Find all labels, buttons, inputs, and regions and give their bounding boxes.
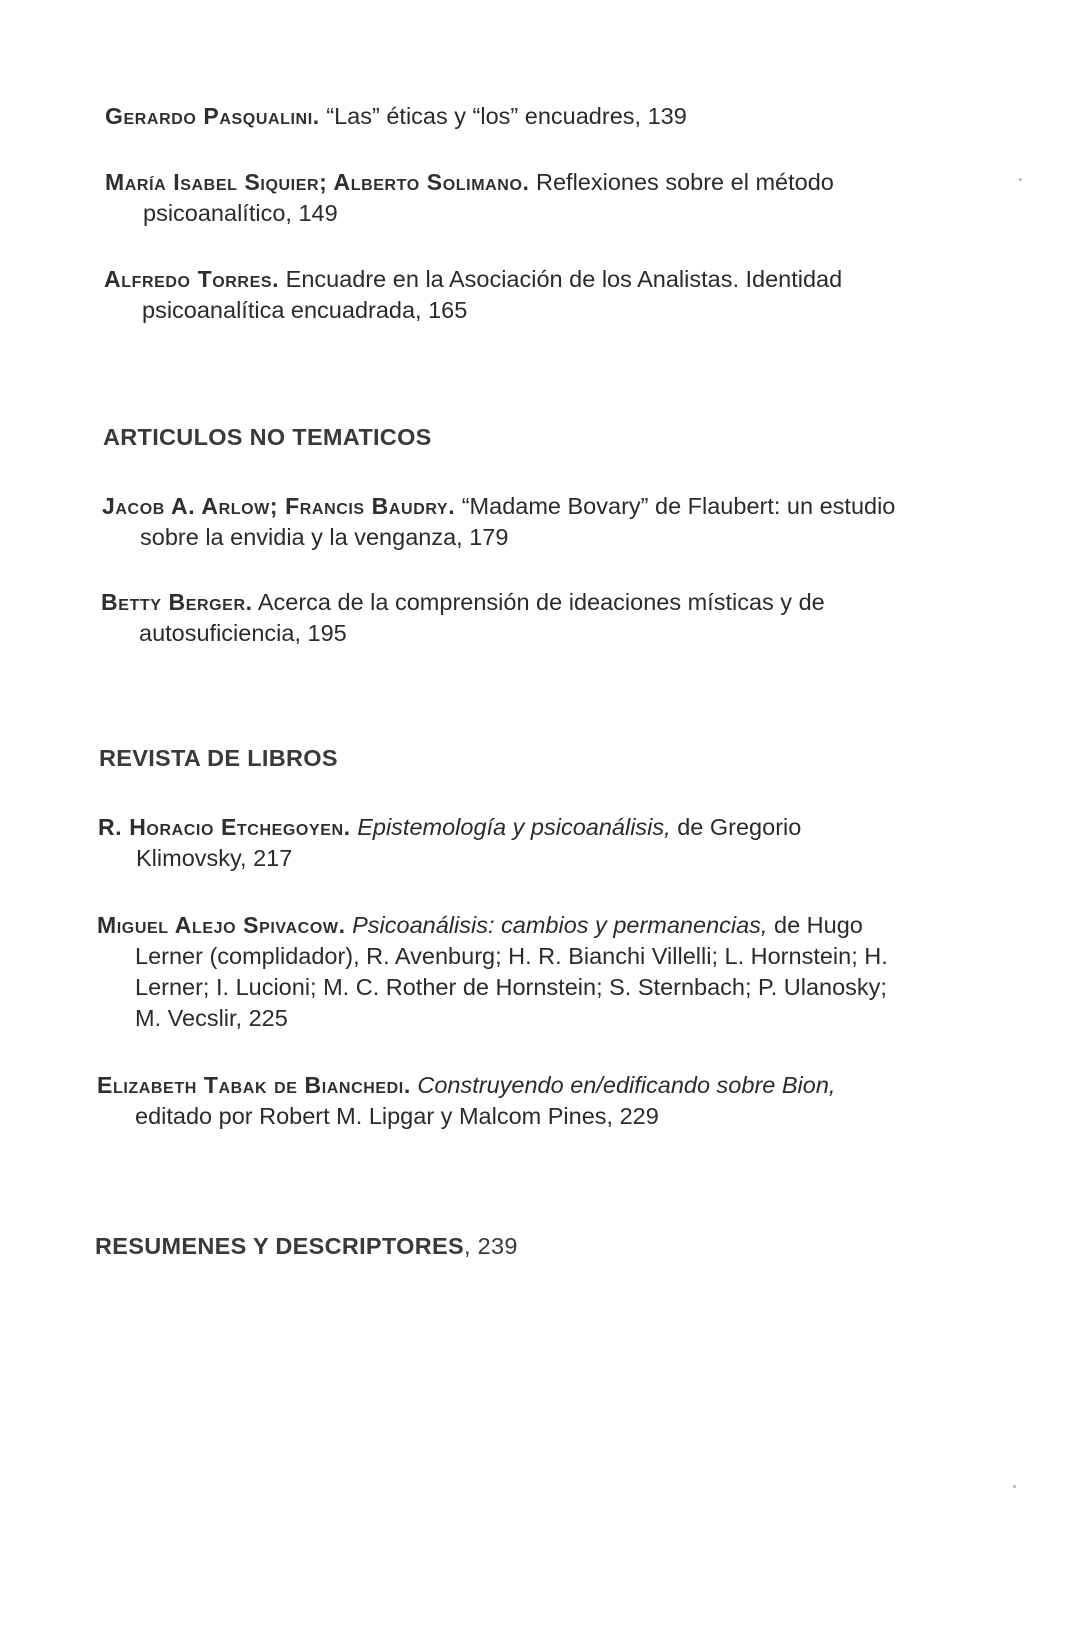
- index-entry: [105, 101, 903, 132]
- section-heading: [103, 424, 432, 451]
- entry-author: Elizabeth Tabak de Bianchedi.: [97, 1072, 411, 1098]
- entry-title: “Las” éticas y “los” encuadres, 139: [319, 103, 687, 129]
- book-title: Construyendo en/edificando sobre Bion,: [410, 1072, 836, 1098]
- book-title: Epistemología y psicoanálisis,: [350, 814, 671, 840]
- book-title: Psicoanálisis: cambios y permanencias,: [345, 912, 768, 938]
- scan-speck: [1019, 178, 1022, 181]
- section-title: ARTICULOS NO TEMATICOS: [103, 424, 432, 450]
- index-entry: [105, 167, 903, 229]
- entry-author: María Isabel Siquier; Alberto Solimano.: [105, 169, 530, 195]
- entry-author: Jacob A. Arlow; Francis Baudry.: [102, 493, 456, 519]
- entry-title: “Madame Bovary” de Flaubert: un estudio sobre la envidia y la venganza, 179: [140, 493, 896, 550]
- entry-title: Encuadre en la Asociación de los Analistas. Identidad psicoanalítica encuadrada, 165: [142, 266, 843, 323]
- entry-title: Reflexiones sobre el método psicoanalítico, 149: [143, 169, 834, 226]
- entry-author: Miguel Alejo Spivacow.: [97, 912, 346, 938]
- index-entry: [97, 1070, 895, 1132]
- index-entry: [101, 587, 899, 649]
- section-title: REVISTA DE LIBROS: [99, 745, 338, 771]
- index-entry: [102, 491, 900, 553]
- index-entry: [104, 264, 902, 326]
- entry-author: R. Horacio Etchegoyen.: [98, 814, 351, 840]
- entry-text: de Gregorio Klimovsky, 217: [136, 814, 802, 871]
- section-page-number: , 239: [463, 1233, 518, 1259]
- entry-text: editado por Robert M. Lipgar y Malcom Pines, 229: [135, 1103, 659, 1129]
- entry-author: Alfredo Torres.: [104, 266, 280, 292]
- entry-text: de Hugo Lerner (complidador), R. Avenburg; H. R. Bianchi Villelli; L. Hornstein; H. Lerner; I. Lucioni; M. C. Rother de Hornstein; S. Sternbach; P. Ulanosky; M. Vecslir, 225: [135, 912, 888, 1031]
- index-entry: [97, 910, 895, 1034]
- index-entry: [98, 812, 896, 874]
- entry-title: Acerca de la comprensión de ideaciones místicas y de autosuficiencia, 195: [139, 589, 825, 646]
- section-heading: [95, 1233, 518, 1260]
- scan-speck: [1013, 1485, 1016, 1488]
- entry-author: Gerardo Pasqualini.: [105, 103, 320, 129]
- entry-author: Betty Berger.: [101, 589, 253, 615]
- section-title: RESUMENES Y DESCRIPTORES: [95, 1233, 464, 1259]
- section-heading: [99, 745, 338, 772]
